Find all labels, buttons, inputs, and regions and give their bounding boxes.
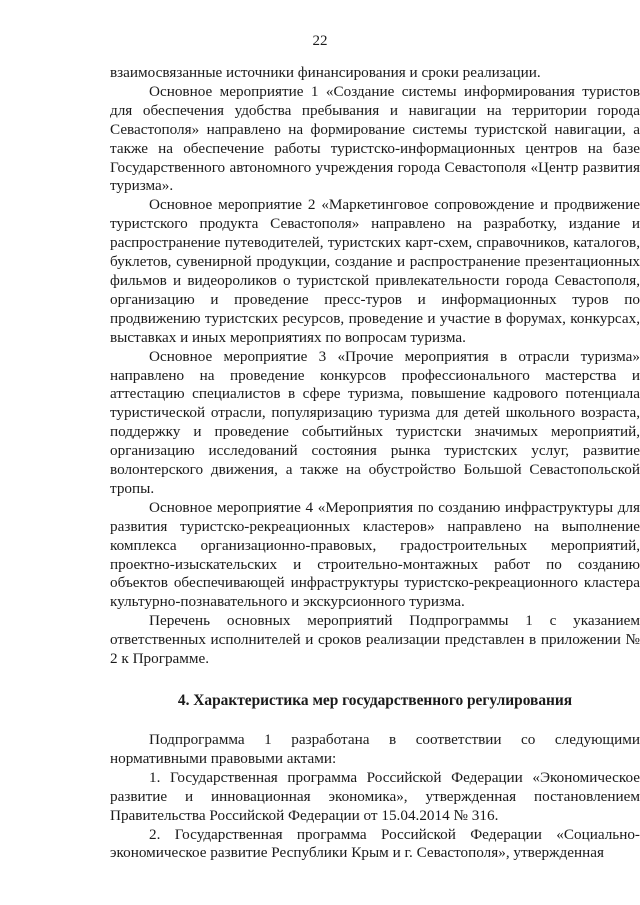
paragraph-continuation: взаимосвязанные источники финансирования и сроки реализации. [110, 64, 541, 81]
paragraph-legal-basis: Подпрограмма 1 разработана в соответствии со следующими нормативными правовыми актами: [110, 731, 640, 767]
paragraph-main-activity-1: Основное мероприятие 1 «Создание системы информирования туристов для обеспечения удобства пребывания и навигации на территории города Севастополя» направлено на формирование системы туристской навигации, а также на обеспечение работы туристско-информационных центров на базе Государственного автономного учреждения города Севастополя «Центр развития туризма». [110, 82, 640, 195]
paragraph-main-activity-3: Основное мероприятие 3 «Прочие мероприятия в отрасли туризма» направлено на проведение конкурсов профессионального мастерства и аттестацию специалистов в сфере туризма, повышение кадрового потенциала туристической отрасли, популяризацию туризма для детей школьного возраста, поддержку и проведение событийных туристски значимых мероприятий, организацию исследований состояния рынка туристских услуг, развитие волонтерского движения, а также на обустройство Большой Севастопольской тропы. [110, 347, 640, 497]
document-body [110, 64, 640, 863]
section-heading: 4. Характеристика мер государственного регулирования [177, 692, 573, 709]
paragraph-main-activity-4: Основное мероприятие 4 «Мероприятия по созданию инфраструктуры для развития туристско-рекреационных кластеров» направлено на выполнение комплекса организационно-правовых, градостроительных мероприятий, проектно-изыскательских и строительно-монтажных работ по созданию объектов обеспечивающей инфраструктуры туристско-рекреационного кластера культурно-познавательного и экскурсионного туризма. [110, 498, 640, 611]
paragraph-legal-act-1: 1. Государственная программа Российской Федерации «Экономическое развитие и инновационная экономика», утвержденная постановлением Правительства Российской Федерации от 15.04.2014 № 316. [110, 768, 640, 824]
paragraph-main-activity-2: Основное мероприятие 2 «Маркетинговое сопровождение и продвижение туристского продукта Севастополя» направлено на разработку, издание и распространение путеводителей, туристских карт-схем, справочников, каталогов, буклетов, сувенирной продукции, создание и распространение презентационных фильмов и видеороликов о туристской привлекательности города Севастополя, организацию и проведение пресс-туров и информационных туров по продвижению туристских ресурсов, проведение и участие в форумах, конкурсах, выставках и иных мероприятиях по вопросам туризма. [110, 196, 640, 346]
paragraph-activities-list: Перечень основных мероприятий Подпрограммы 1 с указанием ответственных исполнителей и сроков реализации представлен в приложении № 2 к Программе. [110, 612, 640, 668]
page-number: 22 [312, 33, 328, 49]
paragraph-legal-act-2: 2. Государственная программа Российской Федерации «Социально-экономическое развитие Республики Крым и г. Севастополя», утвержденная [110, 825, 640, 862]
